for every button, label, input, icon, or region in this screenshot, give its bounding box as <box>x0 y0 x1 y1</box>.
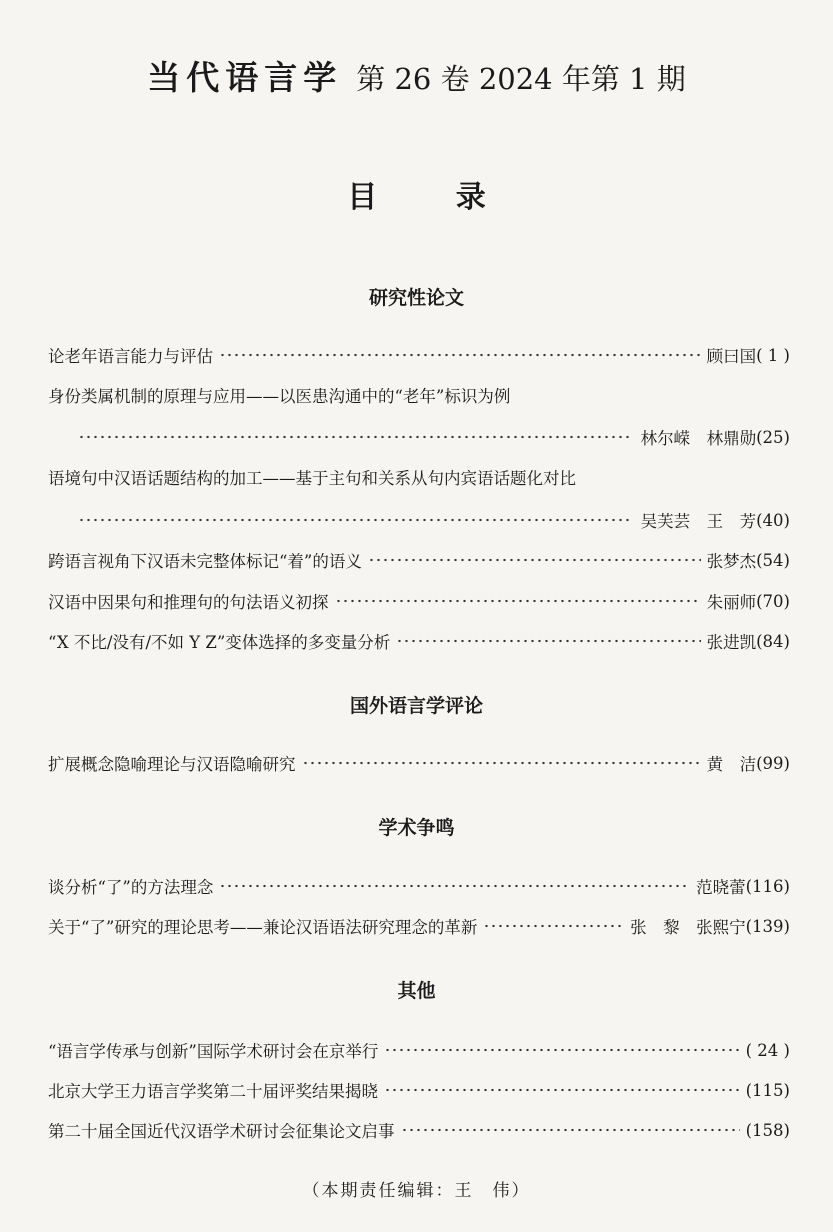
entry-author: 张 黎 张熙宁 <box>630 918 746 937</box>
toc-entry-line1[interactable] <box>48 463 790 491</box>
entry-author: 张进凯 <box>706 633 757 652</box>
journal-header <box>0 52 833 99</box>
dot-leader <box>335 599 701 603</box>
section-title-other: 其他 <box>397 980 436 1002</box>
dot-leader <box>219 353 701 357</box>
entry-page: (99) <box>756 753 790 773</box>
entry-author: 黄 洁 <box>706 755 757 774</box>
toc-entry[interactable] <box>48 1036 790 1064</box>
section-title-debate: 学术争鸣 <box>378 817 455 839</box>
entry-title: 关于“了”研究的理论思考——兼论汉语语法研究理念的革新 <box>48 918 478 937</box>
section-title-foreign-review: 国外语言学评论 <box>349 695 483 717</box>
toc-entry[interactable] <box>48 912 790 940</box>
dot-leader <box>78 435 633 439</box>
entry-title: 扩展概念隐喻理论与汉语隐喻研究 <box>48 755 296 774</box>
toc-entry[interactable] <box>48 749 790 777</box>
toc-entry[interactable] <box>48 872 790 900</box>
dot-leader <box>302 761 701 765</box>
entry-author: 张梦杰 <box>706 552 757 571</box>
toc-entry[interactable] <box>48 546 790 574</box>
toc-entry[interactable] <box>48 1116 790 1144</box>
entry-page: (40) <box>756 510 790 530</box>
contents-title: 目 录 <box>347 180 520 215</box>
entry-title: 跨语言视角下汉语未完整体标记“着”的语义 <box>48 552 362 571</box>
entry-page: (25) <box>756 427 790 447</box>
editor-note: （本期责任编辑：王 伟） <box>302 1181 531 1201</box>
toc-entry-line1[interactable] <box>48 381 790 409</box>
entry-author: 吴芙芸 王 芳 <box>640 512 757 531</box>
entry-title: 谈分析“了”的方法理念 <box>48 878 214 897</box>
section-title-research: 研究性论文 <box>368 287 464 309</box>
entry-page: (84) <box>756 631 790 651</box>
dot-leader <box>401 1128 740 1132</box>
dot-leader <box>384 1088 740 1092</box>
toc-entry[interactable] <box>48 341 790 369</box>
entry-title: 论老年语言能力与评估 <box>48 347 213 366</box>
entry-title: 第二十届全国近代汉语学术研讨会征集论文启事 <box>48 1122 395 1141</box>
entry-page: (70) <box>756 591 790 611</box>
entry-title: 汉语中因果句和推理句的句法语义初探 <box>48 593 329 612</box>
entry-page: (116) <box>745 876 790 896</box>
entry-author: 朱丽师 <box>706 593 757 612</box>
entry-page: ( 1 ) <box>756 345 790 365</box>
entry-page: (158) <box>745 1120 790 1140</box>
entry-author: 顾曰国 <box>706 347 757 366</box>
dot-leader <box>483 924 624 928</box>
entry-title: “语言学传承与创新”国际学术研讨会在京举行 <box>48 1042 379 1061</box>
entry-page: (115) <box>745 1080 790 1100</box>
entry-page: (54) <box>756 550 790 570</box>
dot-leader <box>78 518 633 522</box>
entry-title: 北京大学王力语言学奖第二十届评奖结果揭晓 <box>48 1082 378 1101</box>
entry-page: ( 24 ) <box>745 1040 790 1060</box>
entry-author: 林尔嵘 林鼎勋 <box>640 429 757 448</box>
dot-leader <box>368 558 701 562</box>
toc-entry[interactable] <box>48 1076 790 1104</box>
toc-entry[interactable] <box>48 587 790 615</box>
entry-page: (139) <box>745 916 790 936</box>
entry-title: 身份类属机制的原理与应用——以医患沟通中的“老年”标识为例 <box>48 387 511 406</box>
toc-entry-line2[interactable] <box>78 423 790 451</box>
dot-leader <box>384 1048 739 1052</box>
dot-leader <box>396 639 700 643</box>
journal-name: 当代语言学 <box>147 58 343 97</box>
entry-title: 语境句中汉语话题结构的加工——基于主句和关系从句内宾语话题化对比 <box>48 469 576 488</box>
dot-leader <box>219 884 690 888</box>
toc-entry-line2[interactable] <box>78 506 790 534</box>
entry-author: 范晓蕾 <box>696 878 746 897</box>
issue-info: 第 26 卷 2024 年第 1 期 <box>356 62 686 96</box>
entry-title: “X 不比/没有/不如 Y Z”变体选择的多变量分析 <box>48 633 391 652</box>
toc-entry[interactable] <box>48 627 790 655</box>
